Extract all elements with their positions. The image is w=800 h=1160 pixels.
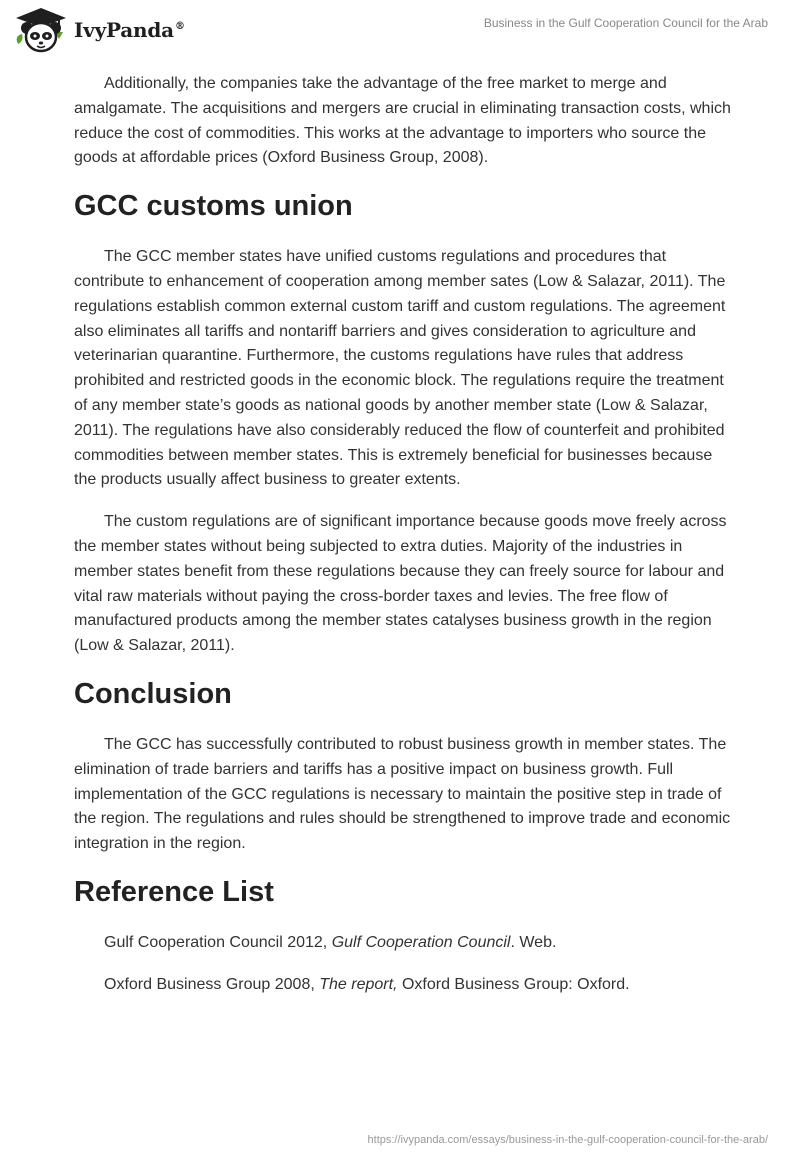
conclusion-paragraph: The GCC has successfully contributed to robust business growth in member states. The elimination of trade barriers and tariffs has a positive impact on business growth. Full implementation of the GCC regulations is necessary to maintain the positive step in trade of the region. The regulations and rules should be strengthened to improve trade and economic integration in the region. — [74, 735, 731, 853]
panda-graduate-icon — [14, 6, 68, 54]
intro-paragraph: Additionally, the companies take the advantage of the free market to merge and amalgamate. The acquisitions and mergers are crucial in eliminating transaction costs, which reduce the cost of commodities. This works at the advantage to importers who source the goods at affordable prices (Oxford Business Group, 2008). — [74, 75, 731, 167]
source-url[interactable]: https://ivypanda.com/essays/business-in-the-gulf-cooperation-council-for-the-arab/ — [367, 1134, 768, 1146]
section-heading-references: Reference List — [74, 875, 274, 908]
ivypanda-logo[interactable] — [14, 6, 185, 54]
reference-item: Oxford Business Group 2008, The report, Oxford Business Group: Oxford. — [104, 975, 630, 993]
page-header — [0, 0, 800, 64]
essay-content — [74, 72, 734, 1015]
section-heading-customs-union: GCC customs union — [74, 190, 353, 223]
logo-wordmark: IvyPanda® — [74, 18, 185, 42]
section-heading-conclusion: Conclusion — [74, 677, 232, 710]
customs-union-paragraph-2: The custom regulations are of significant importance because goods move freely across the member states without being subjected to extra duties. Majority of the industries in member states benefit from these regulations because they can freely source for labour and vital raw materials without paying the cross-border taxes and levies. The free flow of manufactured products among the member states catalyses business growth in the region (Low & Salazar, 2011). — [74, 513, 727, 655]
customs-union-paragraph-1: The GCC member states have unified customs regulations and procedures that contribute to enhancement of cooperation among member sates (Low & Salazar, 2011). The regulations establish common external custom tariff and custom regulations. The agreement also eliminates all tariffs and nontariff barriers and gives consideration to agriculture and veterinarian quarantine. Furthermore, the customs regulations have rules that address prohibited and restricted goods in the economic block. The regulations require the treatment of any member state’s goods as national goods by another member state (Low & Salazar, 2011). The regulations have also considerably reduced the flow of counterfeit and prohibited commodities between member states. This is extremely beneficial for businesses because the products usually affect business to greater extents. — [74, 248, 726, 489]
running-title: Business in the Gulf Cooperation Council for the Arab — [483, 16, 768, 30]
reference-item: Gulf Cooperation Council 2012, Gulf Cooperation Council. Web. — [104, 933, 557, 951]
